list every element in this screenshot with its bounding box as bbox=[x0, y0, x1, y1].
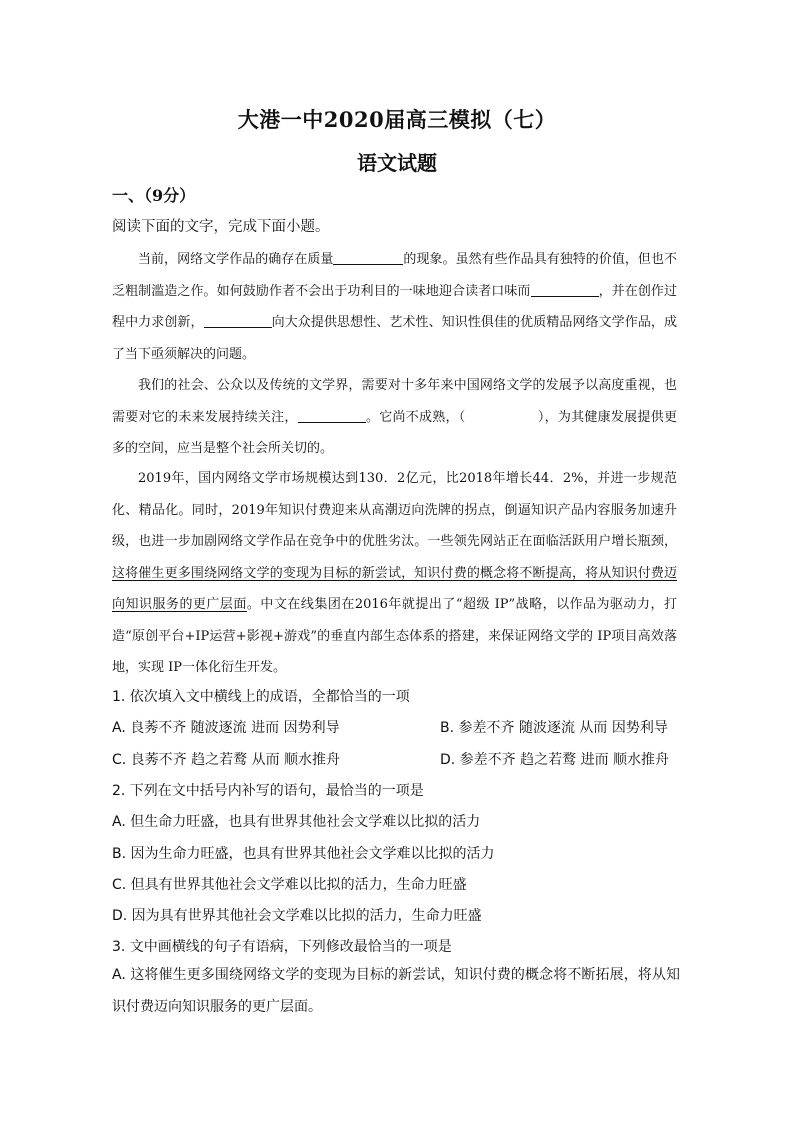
passage-paragraph-2 bbox=[112, 370, 677, 465]
passage-text: ），为其健康发展提供更多的空间，应当是整个社会所关切的。 bbox=[112, 409, 677, 456]
section-heading: 一、（9分） bbox=[112, 186, 196, 205]
passage-text: 。中文在线集团在2016年就提出了“超级 IP”战略，以作品为驱动力，打造“原创平台+IP运营+影视+游戏”的垂直内部生态体系的搭建，来保证网络文学的 IP项目高效落地，实现 IP一体化衍生开发。 bbox=[112, 597, 677, 675]
fill-blank bbox=[298, 408, 366, 423]
question-2-option-a: A. 但生命力旺盛，也具有世界其他社会文学难以比拟的活力 bbox=[112, 814, 481, 830]
question-1-option-a: A. 良莠不齐 随波逐流 进而 因势利导 bbox=[112, 720, 340, 736]
question-1-option-c: C. 良莠不齐 趋之若鹜 从而 顺水推舟 bbox=[112, 752, 341, 768]
question-2-stem: 2. 下列在文中括号内补写的语句，最恰当的一项是 bbox=[112, 783, 424, 799]
question-2-option-c: C. 但具有世界其他社会文学难以比拟的活力，生命力旺盛 bbox=[112, 877, 467, 893]
page-subtitle: 语文试题 bbox=[357, 151, 437, 175]
question-3-option-a: A. 这将催生更多围绕网络文学的变现为目标的新尝试，知识付费的概念将不断拓展，将从知识付费迈向知识服务的更广层面。 bbox=[112, 967, 680, 1015]
underlined-sentence: 这将催生更多围绕网络文学的变现为目标的新尝试，知识付费的概念将不断提高，将从知识付费迈向知识服务的更广层面 bbox=[112, 565, 677, 612]
passage-text: 。它尚不成熟，（ bbox=[365, 409, 466, 425]
question-1-stem: 1. 依次填入文中横线上的成语，全都恰当的一项 bbox=[112, 689, 410, 705]
question-1-option-d: D. 参差不齐 趋之若鹜 进而 顺水推舟 bbox=[440, 752, 670, 768]
fill-blank bbox=[333, 250, 403, 265]
question-3-stem: 3. 文中画横线的句子有语病，下列修改最恰当的一项是 bbox=[112, 939, 452, 955]
question-2-option-b: B. 因为生命力旺盛，也具有世界其他社会文学难以比拟的活力 bbox=[112, 846, 495, 862]
passage-text: 当前，网络文学作品的确存在质量 bbox=[138, 252, 334, 267]
fill-blank bbox=[531, 282, 599, 297]
passage-text: 向大众提供思想性、艺术性、知识性俱佳的优质精品网络文学作品，成了当下亟须解决的问题。 bbox=[112, 315, 677, 362]
question-1-option-b: B. 参差不齐 随波逐流 从而 因势利导 bbox=[440, 720, 668, 736]
question-2-option-d: D. 因为具有世界其他社会文学难以比拟的活力，生命力旺盛 bbox=[112, 908, 482, 924]
section-instruction: 阅读下面的文字，完成下面小题。 bbox=[112, 219, 330, 235]
passage-text: 我们的社会、公众以及传统的文学界，需要对十多年来中国网络文学的发展予以高度重视，也需要对它的未来发展持续关注， bbox=[112, 378, 677, 425]
passage-text: ，并在创作过程中力求创新， bbox=[112, 283, 677, 330]
fill-blank bbox=[204, 313, 272, 328]
page-title: 大港一中2020届高三模拟（七） bbox=[237, 107, 557, 132]
passage-text: 2019年，国内网络文学市场规模达到130．2亿元，比2018年增长44．2%，并进一步规范化、精品化。同时，2019年知识付费迎来从高潮迈向洗牌的拐点，倒逼知识产品内容服务加速升级，也进一步加剧网络文学作品在竞争中的优胜劣汰。一些领先网站正在面临活跃用户增长瓶颈， bbox=[112, 471, 677, 549]
passage-paragraph-1 bbox=[112, 244, 677, 370]
passage-paragraph-3 bbox=[112, 463, 677, 684]
passage-text: 的现象。虽然有些作品具有独特的价值，但也不乏粗制滥造之作。如何鼓励作者不会出于功利目的一味地迎合读者口味而 bbox=[112, 252, 677, 299]
